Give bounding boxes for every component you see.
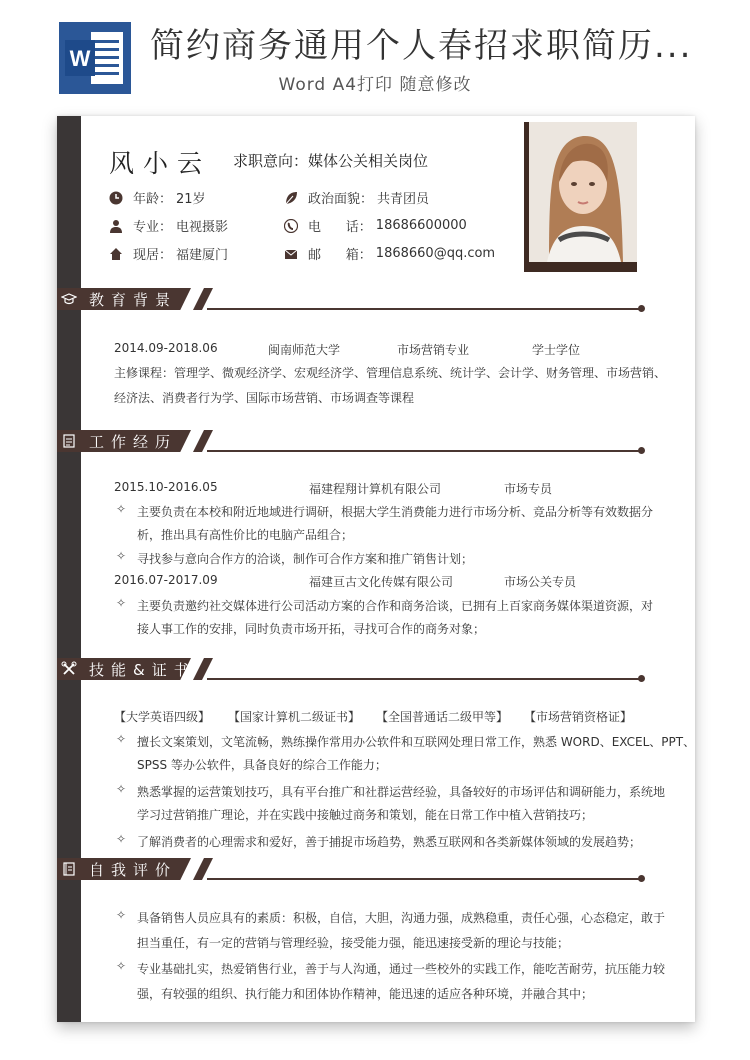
residence-value: 福建厦门 [176, 248, 229, 263]
tools-icon [61, 661, 77, 677]
section-header-self [57, 858, 695, 882]
job2-bullet1-line2: 接人事工作的安排，同时负责市场开拓，寻找可合作的商务对象； [137, 622, 486, 636]
section-title: 自我评价 [89, 861, 178, 879]
job1-period: 2015.10-2016.05 [114, 480, 218, 494]
section-divider [207, 308, 641, 310]
leaf-icon [284, 191, 298, 205]
job2-period: 2016.07-2017.09 [114, 573, 218, 587]
edu-major: 市场营销专业 [397, 343, 470, 357]
bullet-icon: ✧ [116, 549, 127, 563]
profile-photo [524, 122, 637, 272]
edu-school: 闽南师范大学 [268, 343, 341, 357]
cert-item: 【国家计算机二级证书】 [228, 710, 361, 724]
document-title: 简约商务通用个人春招求职简历... [150, 26, 693, 66]
info-age [109, 188, 206, 207]
section-title: 教育背景 [89, 291, 178, 309]
bullet-icon: ✧ [116, 832, 127, 846]
job2-company: 福建亘古文化传媒有限公司 [309, 575, 454, 589]
document-icon [61, 433, 77, 449]
bullet-icon: ✧ [116, 596, 127, 610]
political-value: 共青团员 [377, 192, 430, 207]
job2-position: 市场公关专员 [504, 575, 577, 589]
self-bullet2-line2: 强，有较强的组织、执行能力和团体协作精神，能迅速的适应各种环境，并融合其中； [137, 987, 594, 1001]
email-label: 邮 箱： [308, 248, 372, 263]
self-bullet1-line2: 担当重任，有一定的营销与管理经验，接受能力强，能迅速接受新的理论与技能； [137, 936, 570, 950]
page-header [0, 0, 750, 110]
job-intent-label: 求职意向： [233, 152, 309, 170]
document-subtitle: Word A4打印 随意修改 [278, 75, 472, 95]
skills-bullet1-line2: SPSS 等办公软件，具备良好的综合工作能力； [137, 758, 387, 772]
section-header-work [57, 430, 695, 454]
home-icon [109, 247, 123, 261]
skills-bullet2-line2: 学习过营销推广理论，并在实践中接触过商务和策划，能在日常工作中植入营销技巧； [137, 808, 594, 822]
section-divider [207, 450, 641, 452]
job2-bullet1-line1: 主要负责邀约社交媒体进行公司活动方案的合作和商务洽谈，已拥有上百家商务媒体渠道资源，对 [137, 599, 654, 613]
job1-position: 市场专员 [504, 482, 553, 496]
section-divider-dot [638, 447, 645, 454]
svg-text:W: W [69, 46, 91, 71]
edu-degree: 学士学位 [532, 343, 581, 357]
resume-page [57, 116, 695, 1022]
mail-icon [284, 247, 298, 261]
edu-courses-line1: 主修课程：管理学、微观经济学、宏观经济学、管理信息系统、统计学、会计学、财务管理、市场营销、 [114, 366, 667, 380]
portrait-image [529, 122, 637, 262]
section-title: 技能&证书 [89, 661, 196, 679]
section-divider-dot [638, 875, 645, 882]
info-residence [109, 244, 228, 263]
section-tag-slash [193, 288, 213, 310]
candidate-name: 风小云 [109, 149, 212, 178]
skills-bullet2-line1: 熟悉掌握的运营策划技巧，具有平台推广和社群运营经验，具备较好的市场评估和调研能力，系统地 [137, 785, 666, 799]
section-tag-slash [193, 858, 213, 880]
section-divider-dot [638, 675, 645, 682]
political-label: 政治面貌： [308, 192, 374, 207]
info-phone [284, 216, 467, 235]
major-value: 电视摄影 [176, 220, 229, 235]
bullet-icon: ✧ [116, 502, 127, 516]
cert-item: 【全国普通话二级甲等】 [376, 710, 509, 724]
user-icon [109, 219, 123, 233]
section-title: 工作经历 [89, 433, 178, 451]
phone-icon [284, 219, 298, 233]
bullet-icon: ✧ [116, 782, 127, 796]
word-icon [59, 22, 131, 94]
book-icon [61, 861, 77, 877]
section-tag-slash [193, 430, 213, 452]
info-major [109, 216, 228, 235]
self-bullet1-line1: 具备销售人员应具有的素质：积极，自信，大胆，沟通力强，成熟稳重，责任心强，心态稳定，敢于 [137, 911, 666, 925]
phone-label: 电 话： [308, 220, 372, 235]
self-bullet2-line1: 专业基础扎实，热爱销售行业，善于与人沟通，通过一些校外的实践工作，能吃苦耐劳，抗压能力较 [137, 962, 666, 976]
section-header-education [57, 288, 695, 312]
job1-bullet2: 寻找参与意向合作方的洽谈，制作可合作方案和推广销售计划； [137, 552, 474, 566]
section-tag-slash [193, 658, 213, 680]
clock-icon [109, 191, 123, 205]
job1-company: 福建程翔计算机有限公司 [309, 482, 442, 496]
job-intent [233, 150, 428, 171]
side-bar [57, 116, 81, 1022]
bullet-icon: ✧ [116, 732, 127, 746]
major-label: 专业： [133, 220, 173, 235]
bullet-icon: ✧ [116, 959, 127, 973]
phone-value: 18686600000 [375, 218, 467, 233]
info-email [284, 244, 495, 263]
age-label: 年龄： [133, 192, 173, 207]
edu-courses-line2: 经济法、消费者行为学、国际市场营销、市场调查等课程 [114, 391, 415, 405]
age-value: 21岁 [176, 192, 206, 207]
email-value: 1868660@qq.com [375, 246, 496, 261]
skills-bullet1-line1: 擅长文案策划，文笔流畅，熟练操作常用办公软件和互联网处理日常工作，熟悉 WORD、EXCEL、PPT、 [137, 735, 695, 749]
job1-bullet1-line2: 析，推出具有高性价比的电脑产品组合； [137, 528, 354, 542]
edu-period: 2014.09-2018.06 [114, 341, 218, 355]
section-header-skills [57, 658, 695, 682]
section-divider-dot [638, 305, 645, 312]
cert-item: 【大学英语四级】 [114, 710, 211, 724]
graduation-cap-icon [61, 291, 77, 307]
residence-label: 现居： [133, 248, 173, 263]
info-political [284, 188, 429, 207]
section-divider [207, 678, 641, 680]
job-intent-value: 媒体公关相关岗位 [308, 152, 429, 170]
section-divider [207, 878, 641, 880]
skills-bullet3: 了解消费者的心理需求和爱好，善于捕捉市场趋势，熟悉互联网和各类新媒体领域的发展趋势； [137, 835, 642, 849]
cert-item: 【市场营销资格证】 [524, 710, 633, 724]
bullet-icon: ✧ [116, 908, 127, 922]
job1-bullet1-line1: 主要负责在本校和附近地域进行调研，根据大学生消费能力进行市场分析、竞品分析等有效数据分 [137, 505, 654, 519]
